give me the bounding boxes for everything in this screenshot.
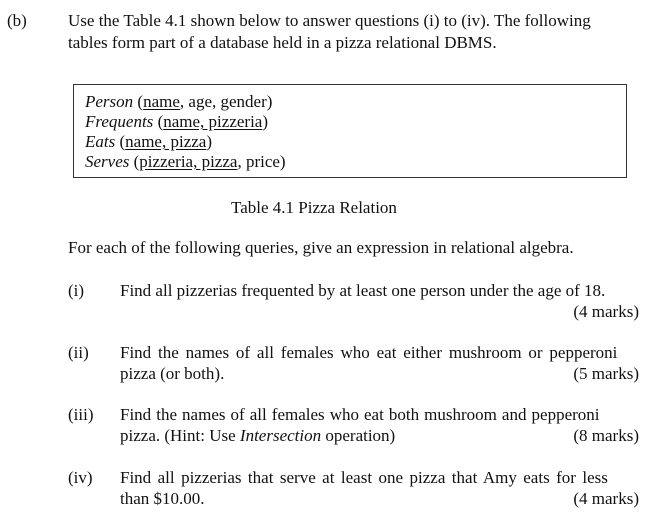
table-name: Person [85,92,134,111]
question-number: (iv) [68,468,93,487]
schema-box [73,84,627,178]
instruction: For each of the following queries, give an expression in relational algebra. [68,238,574,257]
primary-key: name, pizza [125,132,207,151]
question-number: (ii) [68,343,89,362]
attributes: , age, gender) [179,92,273,111]
primary-key: name, pizzeria [163,112,263,131]
text: pizza. (Hint: Use [120,426,240,445]
primary-key: name [143,92,180,111]
schema-eats [85,132,212,152]
paren-open: ( [133,92,144,111]
intro-line-2: tables form part of a database held in a pizza relational DBMS. [68,33,497,52]
question-text-line-2: pizza (or both). [120,364,225,383]
attributes: ) [206,132,213,151]
question-text-line-1: Find the names of all females who eat either mushroom or pepperoni [120,343,618,362]
question-text-line-1: Find the names of all females who eat both mushroom and pepperoni [120,405,600,424]
schema-person [85,92,272,112]
question-marks: (4 marks) [573,489,639,508]
question-number: (i) [68,281,85,300]
table-name: Frequents [85,112,154,131]
question-marks: (4 marks) [573,302,639,321]
schema-serves [85,152,286,172]
table-caption: Table 4.1 Pizza Relation [231,198,397,217]
question-marks: (5 marks) [573,364,639,383]
part-label: (b) [7,11,27,30]
question-text-line-2 [120,425,395,446]
primary-key: pizzeria, pizza [139,152,238,171]
attributes: ) [262,112,269,131]
table-name: Serves [85,152,130,171]
emphasis: Intersection [239,426,322,445]
text: operation) [321,426,396,445]
schema-frequents [85,112,268,132]
question-text-line-2: than $10.00. [120,489,205,508]
question-text-line-1: Find all pizzerias frequented by at least one person under the age of 18. [120,281,606,300]
paren-open: ( [115,132,126,151]
attributes: , price) [237,152,286,171]
paren-open: ( [129,152,140,171]
table-name: Eats [85,132,116,151]
question-text-line-1: Find all pizzerias that serve at least one pizza that Amy eats for less [120,468,608,487]
question-marks: (8 marks) [573,426,639,445]
intro-line-1: Use the Table 4.1 shown below to answer questions (i) to (iv). The following [68,11,591,30]
paren-open: ( [153,112,164,131]
question-number: (iii) [68,405,94,424]
